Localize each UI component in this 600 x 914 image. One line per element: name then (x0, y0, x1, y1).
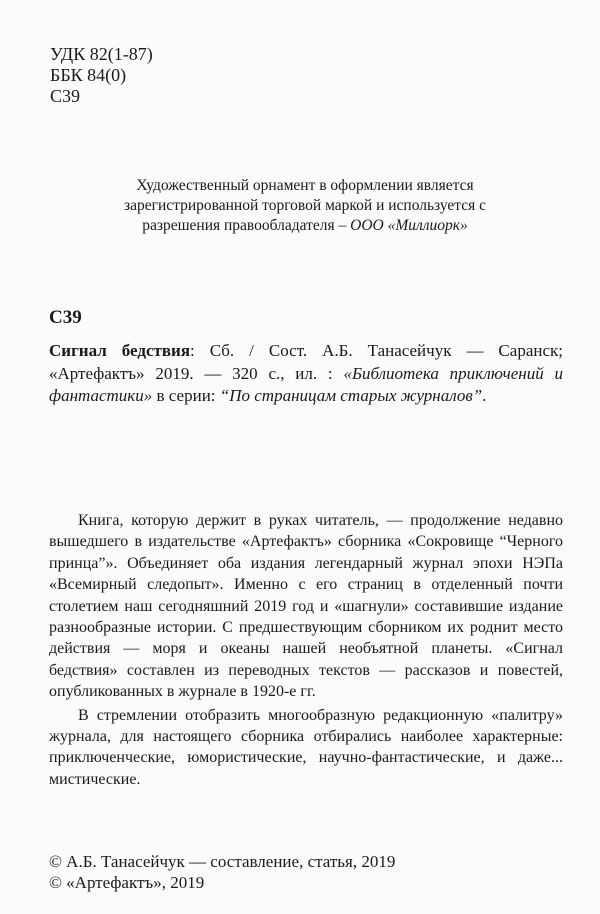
annotation-paragraph-2: В стремлении отобразить многообразную редакционную «палитру» журнала, для настоящего сборника отбирались наиболее характерные: приключенческие, юмористические, научно-фантастические, и даже... мистические. (49, 706, 563, 788)
bibliographic-details: : Сб. / Сост. А.Б. Танасейчук — Саранск; «Артефактъ» 2019. — 320 с., ил. : (49, 341, 563, 383)
bbk-index: ББК 84(0) (50, 65, 127, 85)
book-title: Сигнал бедствия (49, 341, 191, 360)
author-code: С39 (50, 86, 81, 106)
trademark-notice (60, 176, 550, 236)
bibliographic-entry (49, 340, 563, 408)
rights-holder: ООО «Миллиорк» (350, 217, 468, 234)
copyright-publisher: © «Артефактъ», 2019 (49, 873, 205, 892)
notice-line-2: зарегистрированной торговой маркой и используется с (123, 197, 487, 214)
classification-block (50, 44, 153, 107)
copyright-compiler: © А.Б. Танасейчук — составление, статья, 2019 (49, 852, 396, 871)
notice-line-3 (60, 216, 550, 236)
series-connector: в серии: (152, 386, 220, 405)
notice-line-3-text: разрешения правообладателя – (142, 217, 351, 234)
copyright-block (49, 851, 395, 893)
annotation (49, 510, 563, 790)
catalog-code: С39 (49, 307, 82, 328)
udk-index: УДК 82(1-87) (50, 44, 153, 64)
series-library: «Библиотека приключений и фантастики» (49, 363, 563, 405)
annotation-paragraph-1: Книга, которую держит в руках читатель, — продолжение недавно вышедшего в издательстве «Артефактъ» сборника «Сокровище “Черного принца”». Объединяет оба издания легендарный журнал эпохи НЭПа «Всемирный следопыт». Именно с его страниц в отделенный почти столетием наш сегодняшний 2019 год и «шагнули» составившие издание разнообразные истории. С предшествующим сборником их роднит место действия — моря и океаны нашей необъятной планеты. «Сигнал бедствия» составлен из переводных текстов — рассказов и повестей, опубликованных в журнале в 1920-е гг. (49, 512, 563, 701)
notice-line-1: Художественный орнамент в оформлении является (136, 177, 474, 194)
entry-end: . (482, 386, 487, 405)
series-journals: “По страницам старых журналов” (219, 386, 483, 405)
